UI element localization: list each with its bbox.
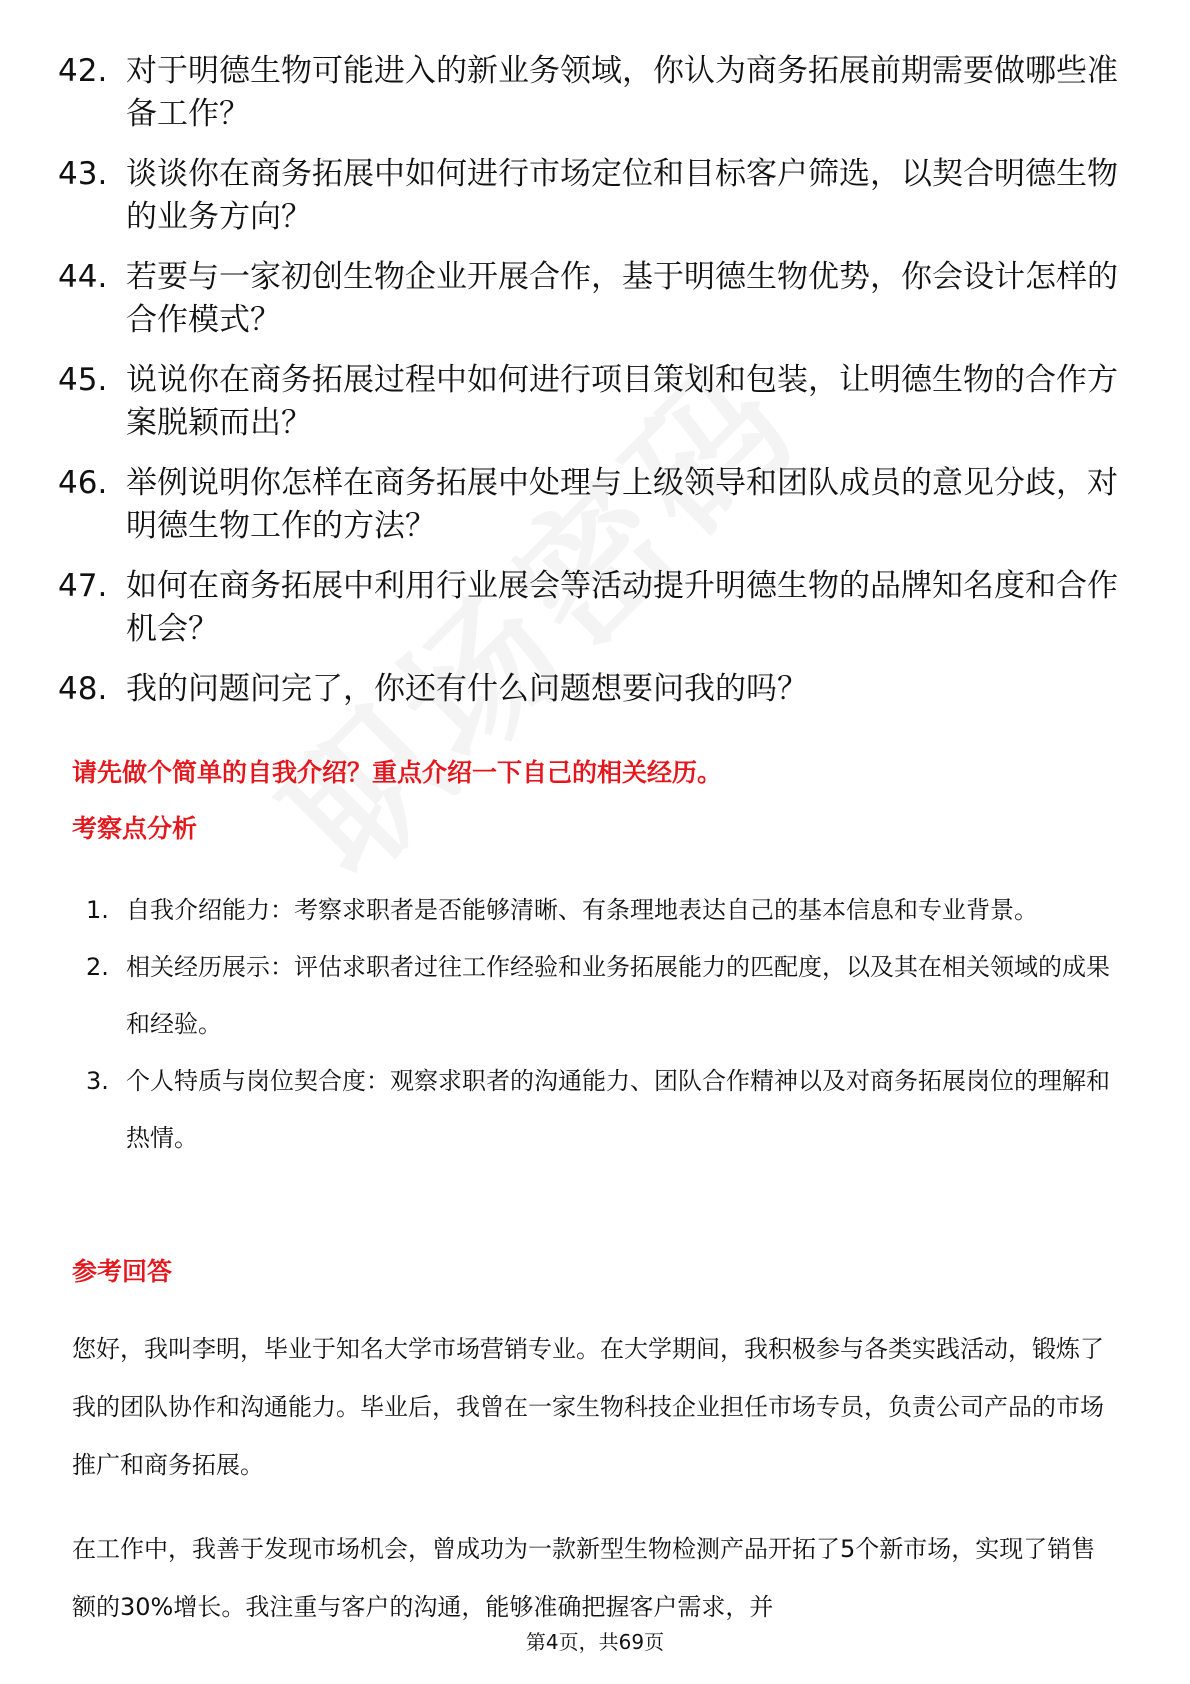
answer-heading: 参考回答 <box>72 1257 173 1286</box>
list-item <box>58 462 1118 548</box>
list-item <box>58 668 1118 711</box>
analysis-heading: 考察点分析 <box>72 814 198 843</box>
question-number: 46. <box>58 465 108 501</box>
answer-paragraph: 您好，我叫李明，毕业于知名大学市场营销专业。在大学期间，我积极参与各类实践活动，锻炼了我的团队协作和沟通能力。毕业后，我曾在一家生物科技企业担任市场专员，负责公司产品的市场推广和商务拓展。 <box>72 1335 1104 1479</box>
point-text: 相关经历展示：评估求职者过往工作经验和业务拓展能力的匹配度，以及其在相关领域的成果和经验。 <box>126 953 1110 1038</box>
question-text: 说说你在商务拓展过程中如何进行项目策划和包装，让明德生物的合作方案脱颖而出？ <box>126 362 1118 441</box>
list-item <box>58 256 1118 342</box>
question-heading: 请先做个简单的自我介绍？重点介绍一下自己的相关经历。 <box>72 758 723 787</box>
point-number: 3. <box>86 1067 109 1095</box>
list-item <box>58 565 1118 651</box>
point-text: 个人特质与岗位契合度：观察求职者的沟通能力、团队合作精神以及对商务拓展岗位的理解和热情。 <box>126 1067 1110 1152</box>
question-text: 我的问题问完了，你还有什么问题想要问我的吗？ <box>126 671 808 707</box>
list-item <box>58 359 1118 445</box>
list-item <box>58 153 1118 239</box>
point-text: 自我介绍能力：考察求职者是否能够清晰、有条理地表达自己的基本信息和专业背景。 <box>126 896 1038 924</box>
question-text: 如何在商务拓展中利用行业展会等活动提升明德生物的品牌知名度和合作机会？ <box>126 568 1118 647</box>
question-number: 43. <box>58 156 108 192</box>
question-number: 42. <box>58 53 108 89</box>
point-number: 1. <box>86 896 109 924</box>
question-text: 若要与一家初创生物企业开展合作，基于明德生物优势，你会设计怎样的合作模式？ <box>126 259 1118 338</box>
answer-paragraph: 在工作中，我善于发现市场机会，曾成功为一款新型生物检测产品开拓了5个新市场，实现了销售额的30%增长。我注重与客户的沟通，能够准确把握客户需求，并 <box>72 1535 1096 1621</box>
question-number: 48. <box>58 671 108 707</box>
page-footer: 第4页，共69页 <box>525 1630 665 1654</box>
list-item <box>86 939 1116 1053</box>
list-item <box>58 50 1118 136</box>
question-number: 45. <box>58 362 108 398</box>
analysis-points <box>86 882 1116 1167</box>
point-number: 2. <box>86 953 109 981</box>
question-text: 谈谈你在商务拓展中如何进行市场定位和目标客户筛选，以契合明德生物的业务方向？ <box>126 156 1118 235</box>
list-item <box>86 882 1116 939</box>
question-list <box>58 50 1118 728</box>
question-text: 举例说明你怎样在商务拓展中处理与上级领导和团队成员的意见分歧，对明德生物工作的方法？ <box>126 465 1118 544</box>
list-item <box>86 1053 1116 1167</box>
question-number: 44. <box>58 259 108 295</box>
question-text: 对于明德生物可能进入的新业务领域，你认为商务拓展前期需要做哪些准备工作？ <box>126 53 1118 132</box>
question-number: 47. <box>58 568 108 604</box>
